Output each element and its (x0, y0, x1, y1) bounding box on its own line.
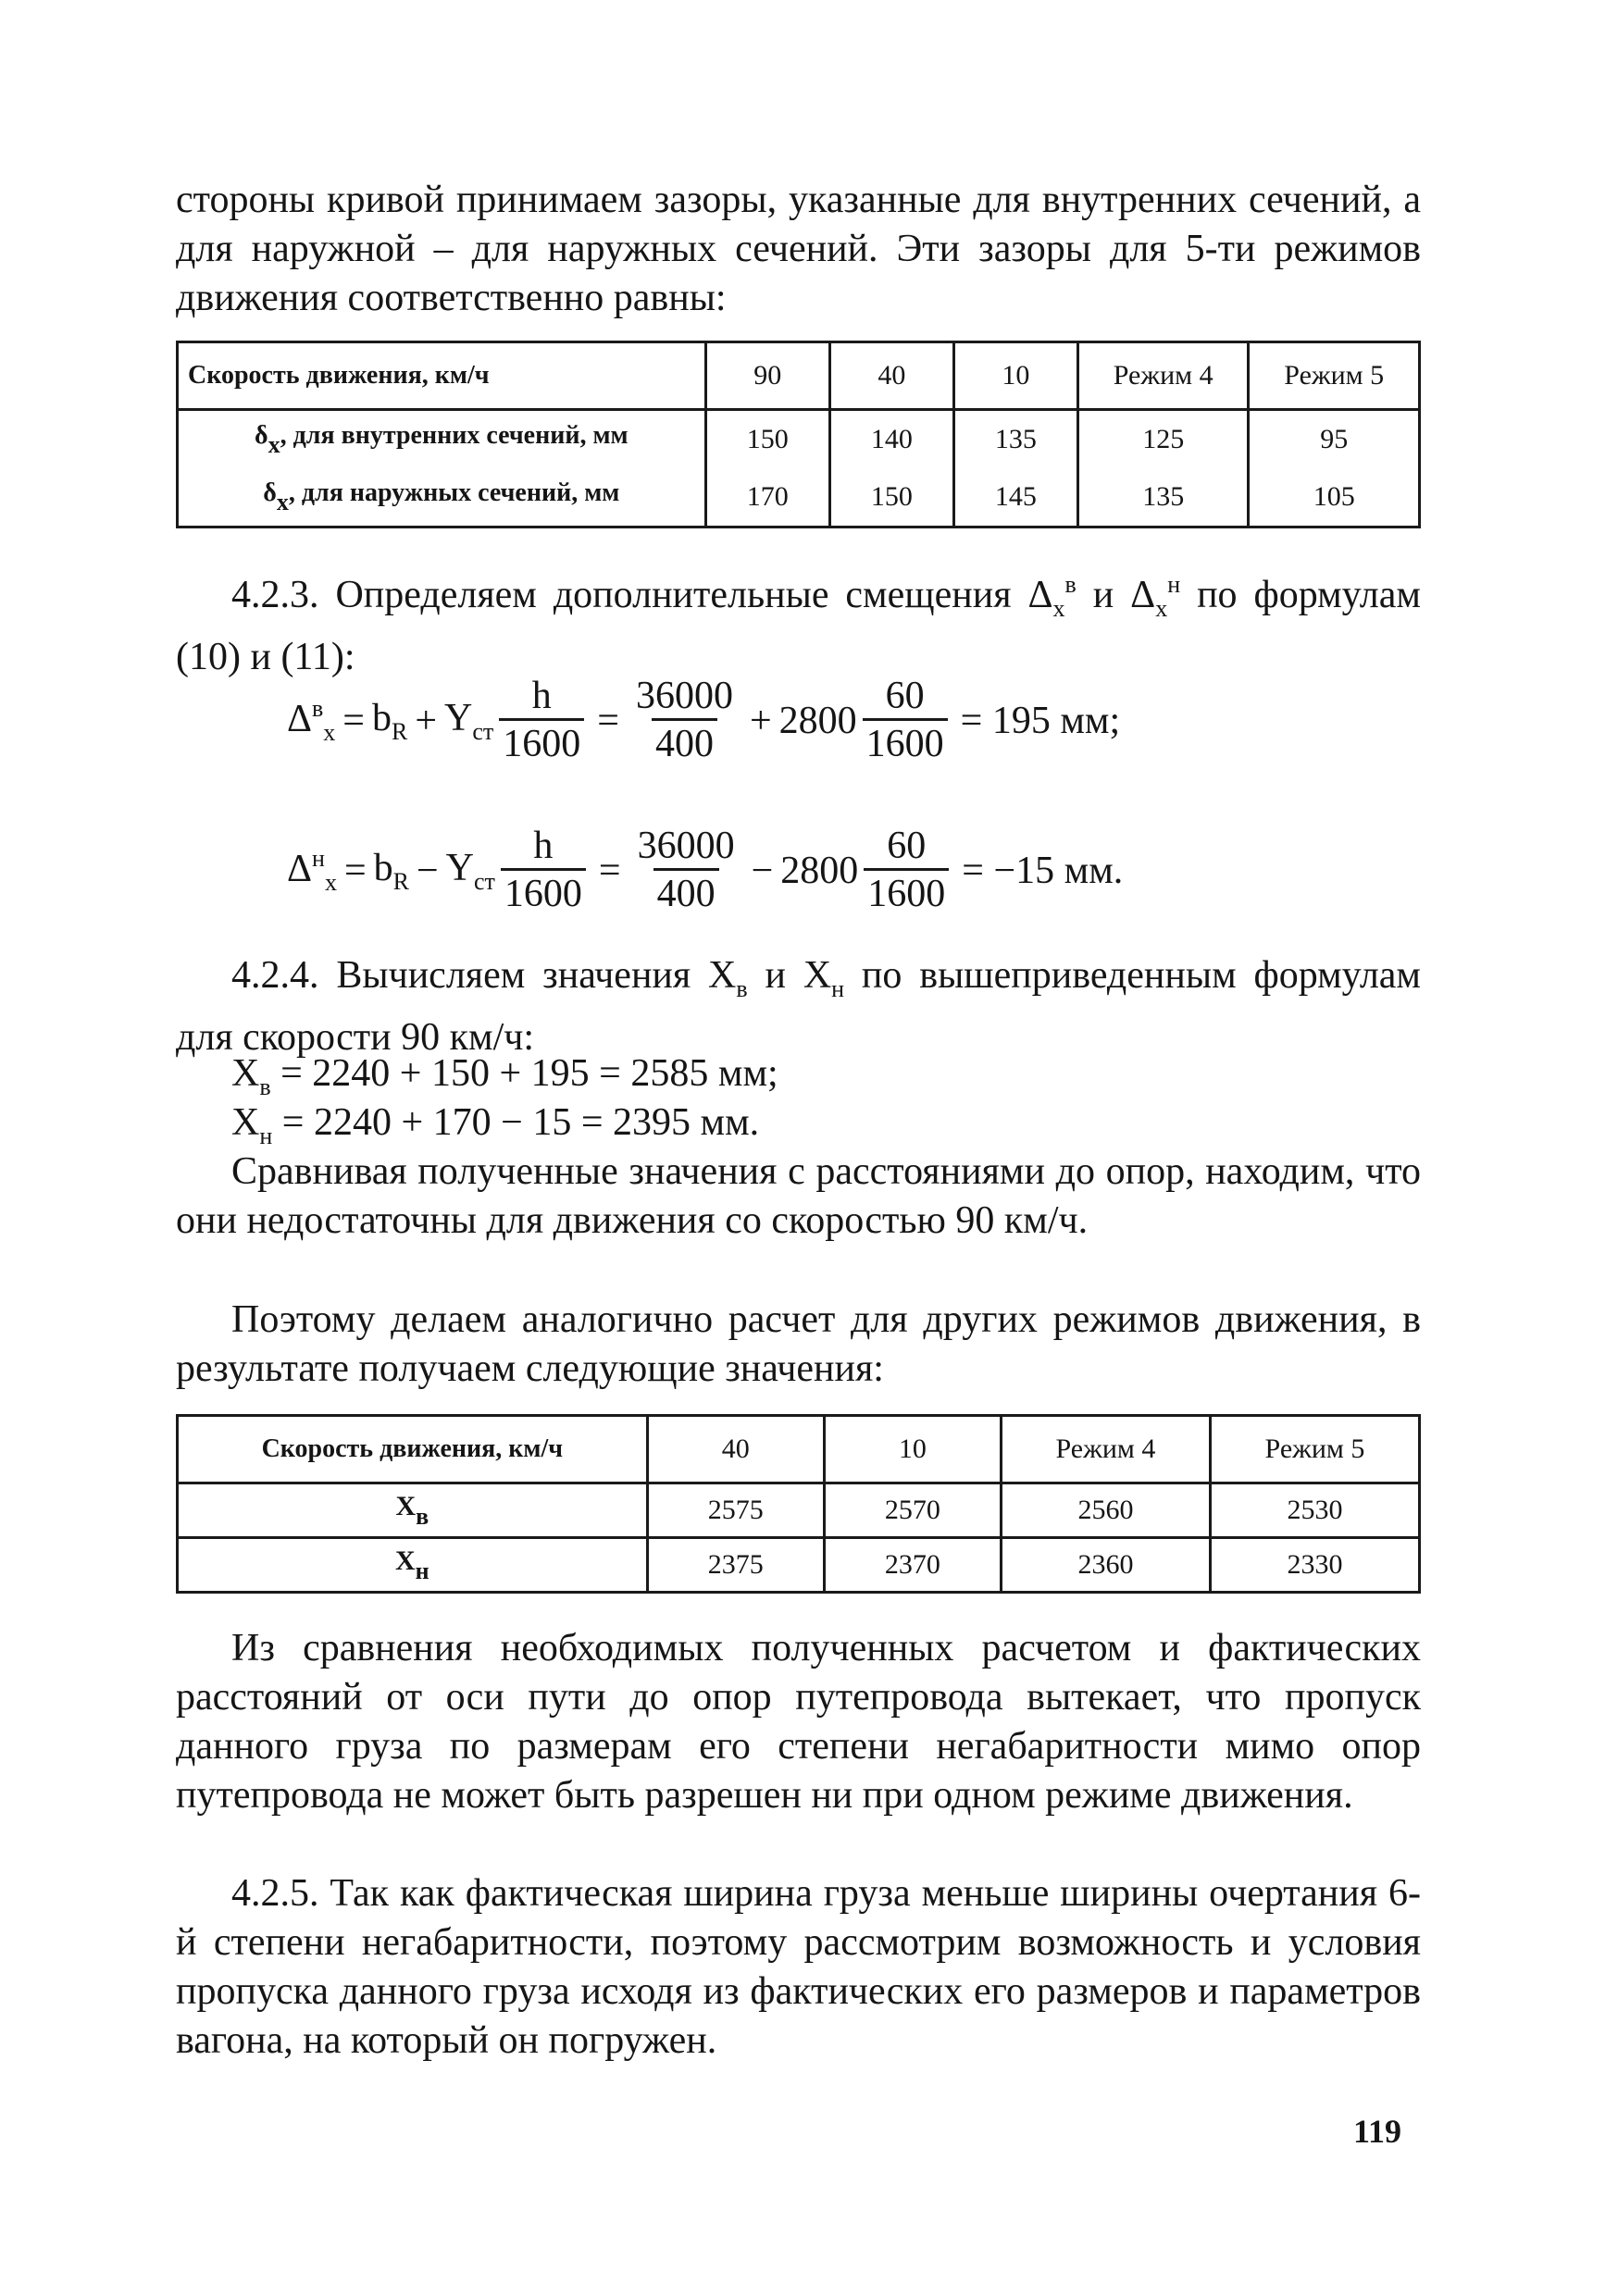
table-cell: 145 (953, 468, 1077, 527)
table-cell: 2570 (824, 1483, 1001, 1538)
table-cell: 170 (705, 468, 829, 527)
formula-delta-inner (287, 674, 1127, 767)
formula-delta-outer (287, 824, 1130, 917)
operator: + (415, 699, 438, 742)
table-cell: 2560 (1001, 1483, 1210, 1538)
table-cell: 105 (1249, 468, 1420, 527)
table-header-cell: Режим 4 (1077, 342, 1249, 410)
table-header-cell: 10 (824, 1416, 1001, 1483)
table-header-row (178, 1416, 1420, 1483)
operator: − (416, 849, 439, 892)
fraction: $\frac{36000}{400}$ (637, 825, 735, 915)
table-header-cell: 10 (953, 342, 1077, 410)
results-table (176, 1414, 1421, 1594)
section-4-2-5: 4.2.5. Так как фактическая ширина груза меньше ширины очертания 6-й степени негабаритности, поэтому рассмотрим возможность и условия пропуска данного груза исходя из фактических его размеров и параметров вагона, на который он погружен. (176, 1872, 1421, 2062)
table-header-cell: Режим 5 (1210, 1416, 1419, 1483)
table-cell: 95 (1249, 410, 1420, 469)
formula-lhs: $\Delta^н_x$ (287, 844, 337, 896)
gaps-table (176, 341, 1421, 528)
table-cell: 2330 (1210, 1538, 1419, 1593)
table-cell: 125 (1077, 410, 1249, 469)
equals-sign: = (343, 849, 367, 892)
table-cell: 135 (953, 410, 1077, 469)
table-header-cell: Режим 4 (1001, 1416, 1210, 1483)
table-header-cell: 90 (705, 342, 829, 410)
fraction: $\frac{60}{1600}$ (863, 674, 948, 767)
page-number: 119 (1353, 2113, 1402, 2150)
formula-b: $b_R$ (371, 696, 408, 745)
fraction: $\frac{h}{1600}$ (501, 824, 586, 917)
table-header-row (178, 342, 1420, 410)
equals-sign: = (597, 699, 619, 742)
equals-sign: = (342, 699, 365, 742)
table-header-cell: 40 (647, 1416, 824, 1483)
table-cell: 150 (705, 410, 829, 469)
operator: + (749, 699, 772, 742)
table-header-cell: Режим 5 (1249, 342, 1420, 410)
table-header-label: Скорость движения, км/ч (178, 342, 706, 410)
calc-x-inner: $X_в = 2240 + 150 + 195 = 2585$ мм; (231, 1052, 778, 1100)
fraction: $\frac{36000}{400}$ (635, 675, 733, 765)
table-row (178, 1483, 1420, 1538)
table-header-cell: 40 (829, 342, 953, 410)
section-4-2-3: 4.2.3. Определяем дополнительные смещения $\Delta_х^в$ и $\Delta_х^н$ по формулам (10) и (11): (176, 571, 1421, 678)
table-row (178, 410, 1420, 469)
formula-result: = 195 мм; (960, 699, 1121, 742)
paragraph-therefore: Поэтому делаем аналогично расчет для других режимов движения, в результате получаем следующие значения: (176, 1298, 1421, 1390)
paragraph-gaps-intro: стороны кривой принимаем зазоры, указанные для внутренних сечений, а для наружной – для наружных сечений. Эти зазоры для 5-ти режимов движения соответственно равны: (176, 179, 1421, 319)
table-cell: 135 (1077, 468, 1249, 527)
paragraph-conclusion: Из сравнения необходимых полученных расчетом и фактических расстояний от оси пути до опор путепровода вытекает, что пропуск данного груза по размерам его степени негабаритности мимо опор путепровода не может быть разрешен ни при одном режиме движения. (176, 1627, 1421, 1817)
formula-y: $Y_{ст}$ (444, 696, 494, 745)
constant: 2800 (778, 699, 857, 742)
calc-x-outer: $X_н = 2240 + 170 - 15 = 2395$ мм. (231, 1101, 760, 1149)
row-label: δх, для внутренних сечений, мм (178, 410, 706, 469)
table-row (178, 468, 1420, 527)
table-header-label: Скорость движения, км/ч (178, 1416, 648, 1483)
fraction: $\frac{h}{1600}$ (499, 674, 584, 767)
formula-lhs: $\Delta^в_x$ (287, 694, 336, 746)
table-cell: 2370 (824, 1538, 1001, 1593)
formula-y: $Y_{ст}$ (445, 846, 495, 895)
fraction: $\frac{60}{1600}$ (864, 824, 949, 917)
row-label: Xн (178, 1538, 648, 1593)
table-cell: 2575 (647, 1483, 824, 1538)
formula-result: = −15 мм. (962, 849, 1124, 892)
equals-sign: = (598, 849, 621, 892)
constant: 2800 (780, 849, 859, 892)
row-label: Xв (178, 1483, 648, 1538)
formula-b: $b_R$ (373, 846, 409, 895)
row-label: δх, для наружных сечений, мм (178, 468, 706, 527)
paragraph-compare: Сравнивая полученные значения с расстояниями до опор, находим, что они недостаточны для движения со скоростью 90 км/ч. (176, 1150, 1421, 1242)
operator: − (751, 849, 774, 892)
table-cell: 2375 (647, 1538, 824, 1593)
table-row (178, 1538, 1420, 1593)
section-4-2-4: 4.2.4. Вычисляем значения $X_в$ и $X_н$ по вышеприведенным формулам для скорости 90 км/ч: (176, 954, 1421, 1059)
table-cell: 140 (829, 410, 953, 469)
table-cell: 150 (829, 468, 953, 527)
table-cell: 2530 (1210, 1483, 1419, 1538)
table-cell: 2360 (1001, 1538, 1210, 1593)
